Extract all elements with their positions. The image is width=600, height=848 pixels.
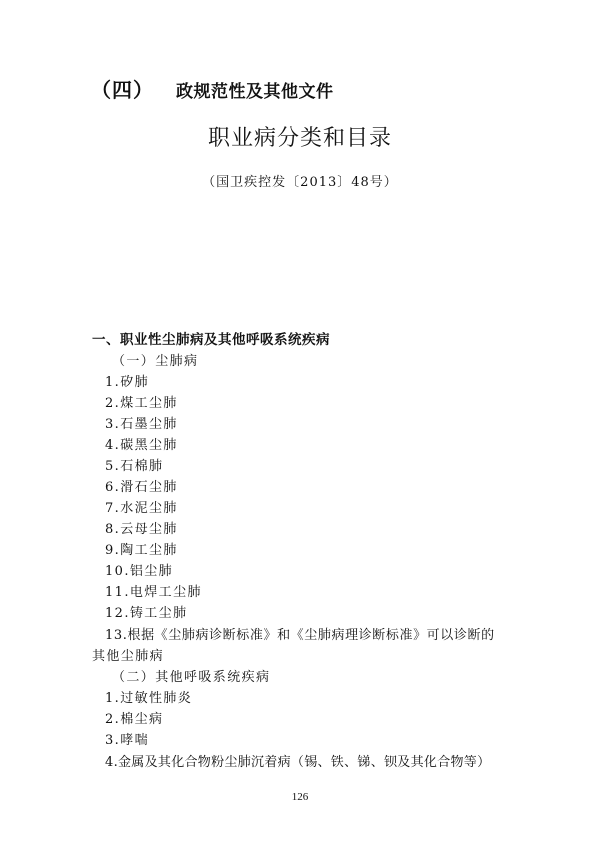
page-number: 126 — [291, 791, 309, 803]
list-item: 5.石棉肺 — [105, 459, 164, 474]
list-item: 10.铝尘肺 — [105, 564, 174, 579]
list-item: 1.过敏性肺炎 — [105, 691, 193, 706]
list-item: 4.金属及其化合物粉尘肺沉着病（锡、铁、锑、钡及其化合物等） — [105, 755, 491, 770]
list-item: 3.石墨尘肺 — [105, 417, 178, 432]
section-title: 政规范性及其他文件 — [176, 82, 334, 102]
list-item: 11.电焊工尘肺 — [105, 585, 202, 600]
subcategory-heading-other-respiratory: （二）其他呼吸系统疾病 — [112, 670, 271, 685]
section-heading — [91, 74, 334, 103]
list-item: 1.矽肺 — [105, 375, 150, 390]
section-number: （四） — [91, 78, 154, 102]
list-item: 4.碳黑尘肺 — [105, 438, 178, 453]
list-item: 12.铸工尘肺 — [105, 606, 188, 621]
list-item: 8.云母尘肺 — [105, 522, 178, 537]
list-item: 9.陶工尘肺 — [105, 543, 178, 558]
category-heading: 一、职业性尘肺病及其他呼吸系统疾病 — [92, 332, 330, 348]
list-item: 7.水泥尘肺 — [105, 501, 178, 516]
subcategory-heading-pneumoconiosis: （一）尘肺病 — [112, 354, 199, 369]
list-item: 2.棉尘病 — [105, 712, 164, 727]
list-item: 2.煤工尘肺 — [105, 396, 178, 411]
document-title: 职业病分类和目录 — [207, 126, 392, 151]
list-item-continuation: 其他尘肺病 — [92, 649, 165, 664]
list-item: 3.哮喘 — [105, 733, 150, 748]
list-item: 13.根据《尘肺病诊断标准》和《尘肺病理诊断标准》可以诊断的 — [105, 628, 495, 643]
document-number: （国卫疾控发〔2013〕48号） — [202, 175, 398, 190]
list-item: 6.滑石尘肺 — [105, 480, 178, 495]
